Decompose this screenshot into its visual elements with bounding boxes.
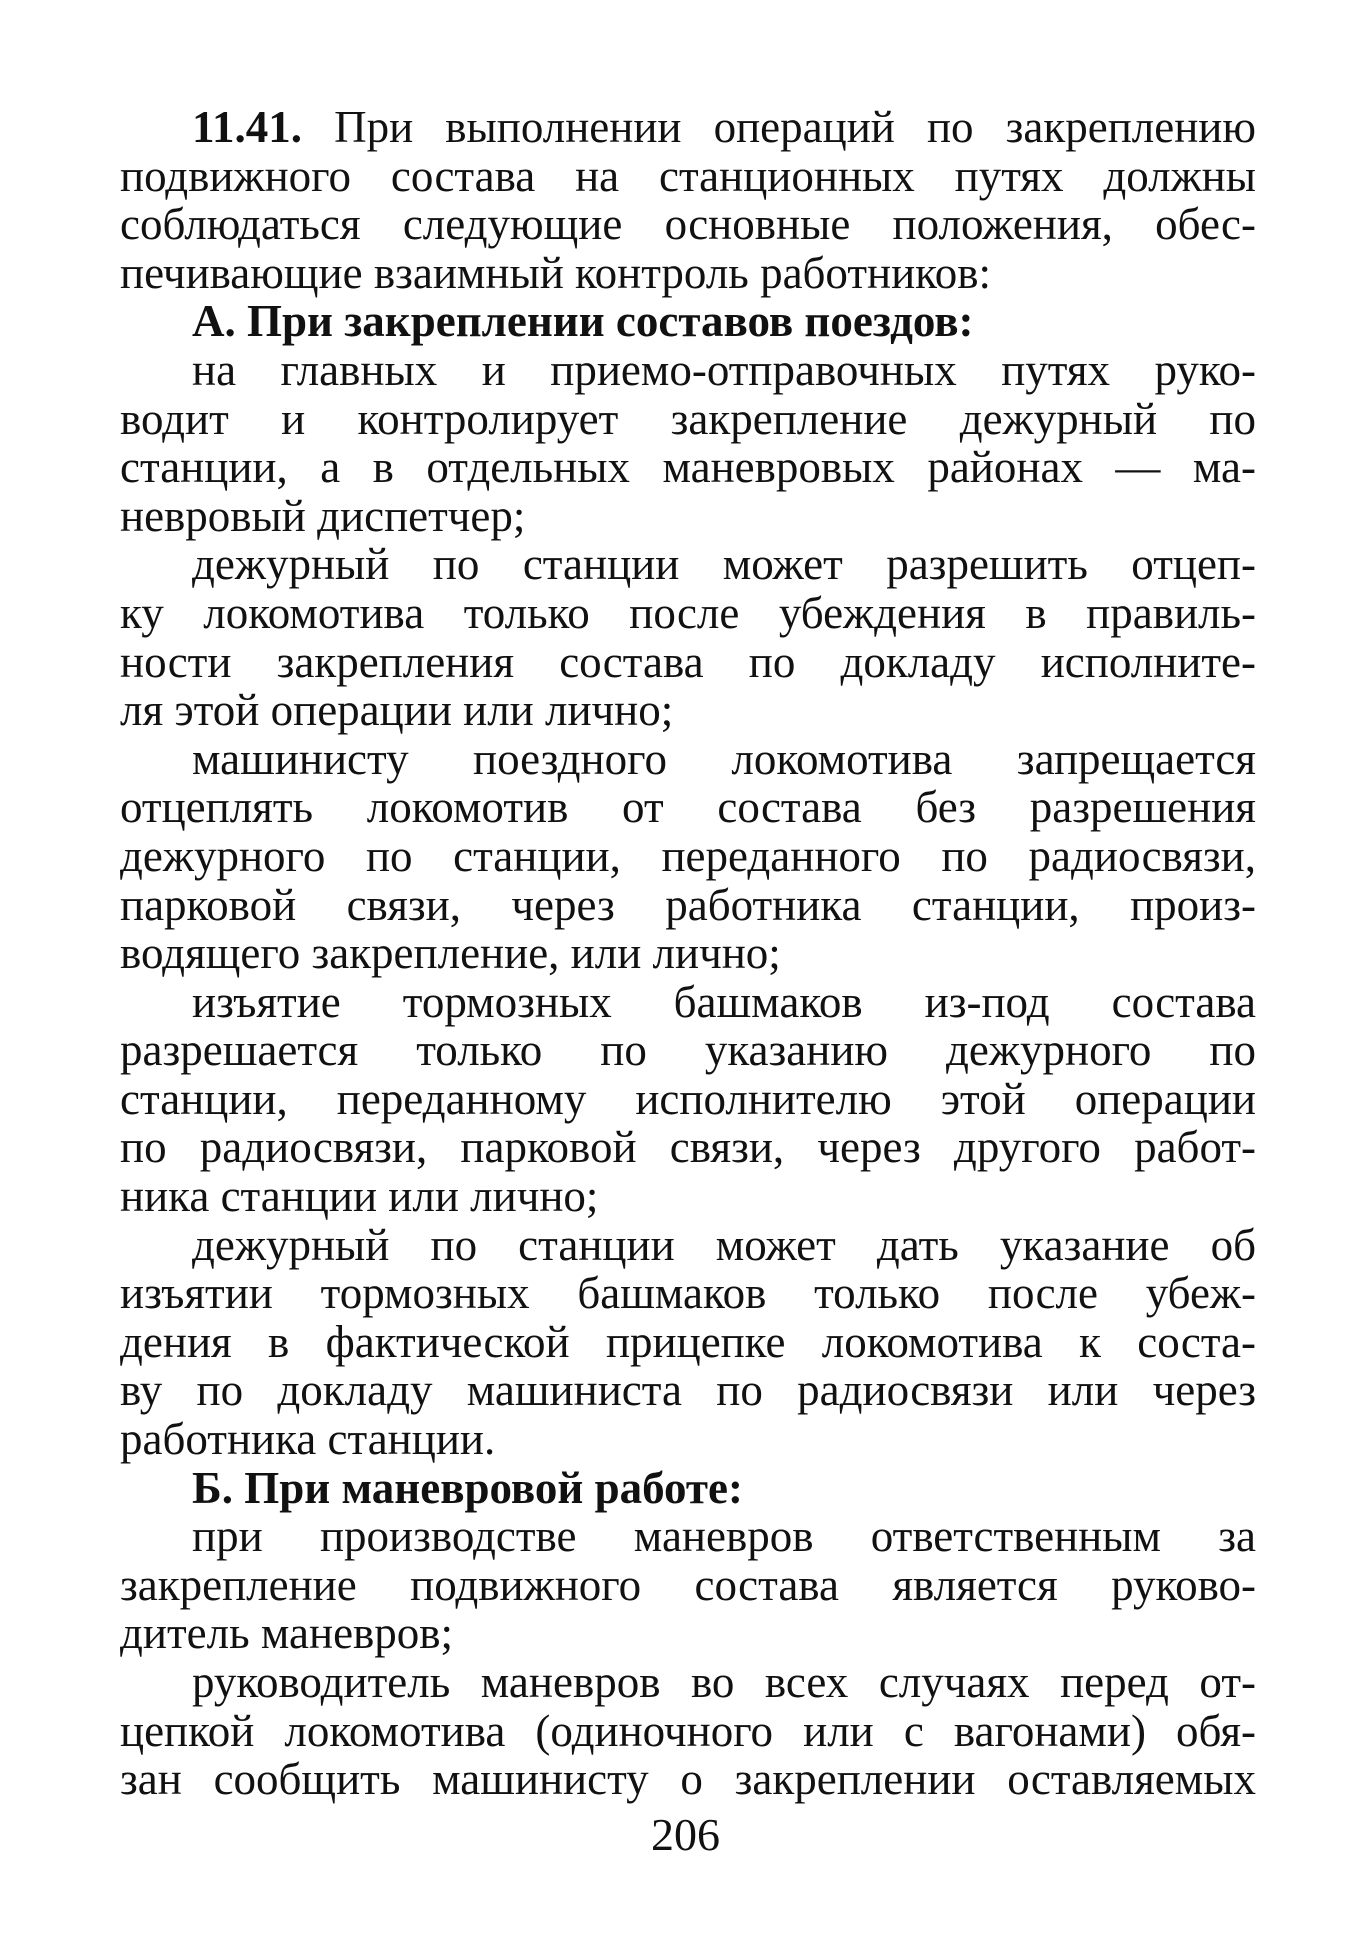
text-line-14: машинисту поездного локомотива запрещается <box>192 733 1256 784</box>
text-line-17: парковой связи, через работника станции, произ- <box>120 879 1256 930</box>
text-line-28: работника станции. <box>120 1414 496 1465</box>
text-line-12: ности закрепления состава по докладу исполните- <box>120 636 1256 687</box>
text-line-16: дежурного по станции, переданного по радиосвязи, <box>120 830 1256 881</box>
text-line-31: закрепление подвижного состава является руково- <box>120 1559 1256 1610</box>
text-line-35: зан сообщить машинисту о закреплении оставляемых <box>120 1754 1256 1805</box>
text-line-22: по радиосвязи, парковой связи, через другого работ- <box>120 1122 1256 1173</box>
text-line-27: ву по докладу машиниста по радиосвязи или через <box>120 1365 1256 1416</box>
text-line-15: отцеплять локомотив от состава без разрешения <box>120 782 1256 833</box>
section-heading-b: Б. При маневровой работе: <box>192 1462 743 1513</box>
text-line-21: станции, переданному исполнителю этой операции <box>120 1073 1256 1124</box>
text-line-20: разрешается только по указанию дежурного по <box>120 1025 1256 1076</box>
text-line-3: соблюдаться следующие основные положения, обес- <box>120 199 1256 250</box>
text-line-11: ку локомотива только после убеждения в правиль- <box>120 587 1256 638</box>
text-line-26: дения в фактической прицепке локомотива к соста- <box>120 1316 1256 1367</box>
text-line-18: водящего закрепление, или лично; <box>120 928 781 979</box>
text-line-23: ника станции или лично; <box>120 1171 599 1222</box>
text-line-34: цепкой локомотива (одиночного или с вагонами) обя- <box>120 1705 1256 1756</box>
text-line-10: дежурный по станции может разрешить отцеп- <box>192 539 1256 590</box>
text-line-1 <box>120 103 1256 152</box>
text-line-9: невровый диспетчер; <box>120 490 526 541</box>
text-line-19: изъятие тормозных башмаков из-под состава <box>192 976 1256 1027</box>
text-line-2: подвижного состава на станционных путях должны <box>120 150 1256 201</box>
section-heading-a: А. При закреплении составов поездов: <box>192 296 974 347</box>
text-line-6: на главных и приемо-отправочных путях руко- <box>192 344 1256 395</box>
text-line-4: печивающие взаимный контроль работников: <box>120 247 991 298</box>
text-line-8: станции, а в отдельных маневровых районах — ма- <box>120 442 1256 493</box>
text-line-1-body: При выполнении операций по закреплению <box>334 102 1257 152</box>
text-line-13: ля этой операции или лично; <box>120 685 674 736</box>
text-line-30: при производстве маневров ответственным за <box>192 1511 1256 1562</box>
text-line-33: руководитель маневров во всех случаях перед от- <box>192 1657 1256 1707</box>
document-page <box>120 103 1256 1823</box>
section-number: 11.41. <box>192 102 303 152</box>
text-line-24: дежурный по станции может дать указание об <box>192 1219 1256 1270</box>
page-number: 206 <box>651 1809 720 1860</box>
text-line-25: изъятии тормозных башмаков только после убеж- <box>120 1268 1256 1319</box>
text-line-7: водит и контролирует закрепление дежурный по <box>120 393 1256 444</box>
text-line-32: дитель маневров; <box>120 1608 454 1659</box>
